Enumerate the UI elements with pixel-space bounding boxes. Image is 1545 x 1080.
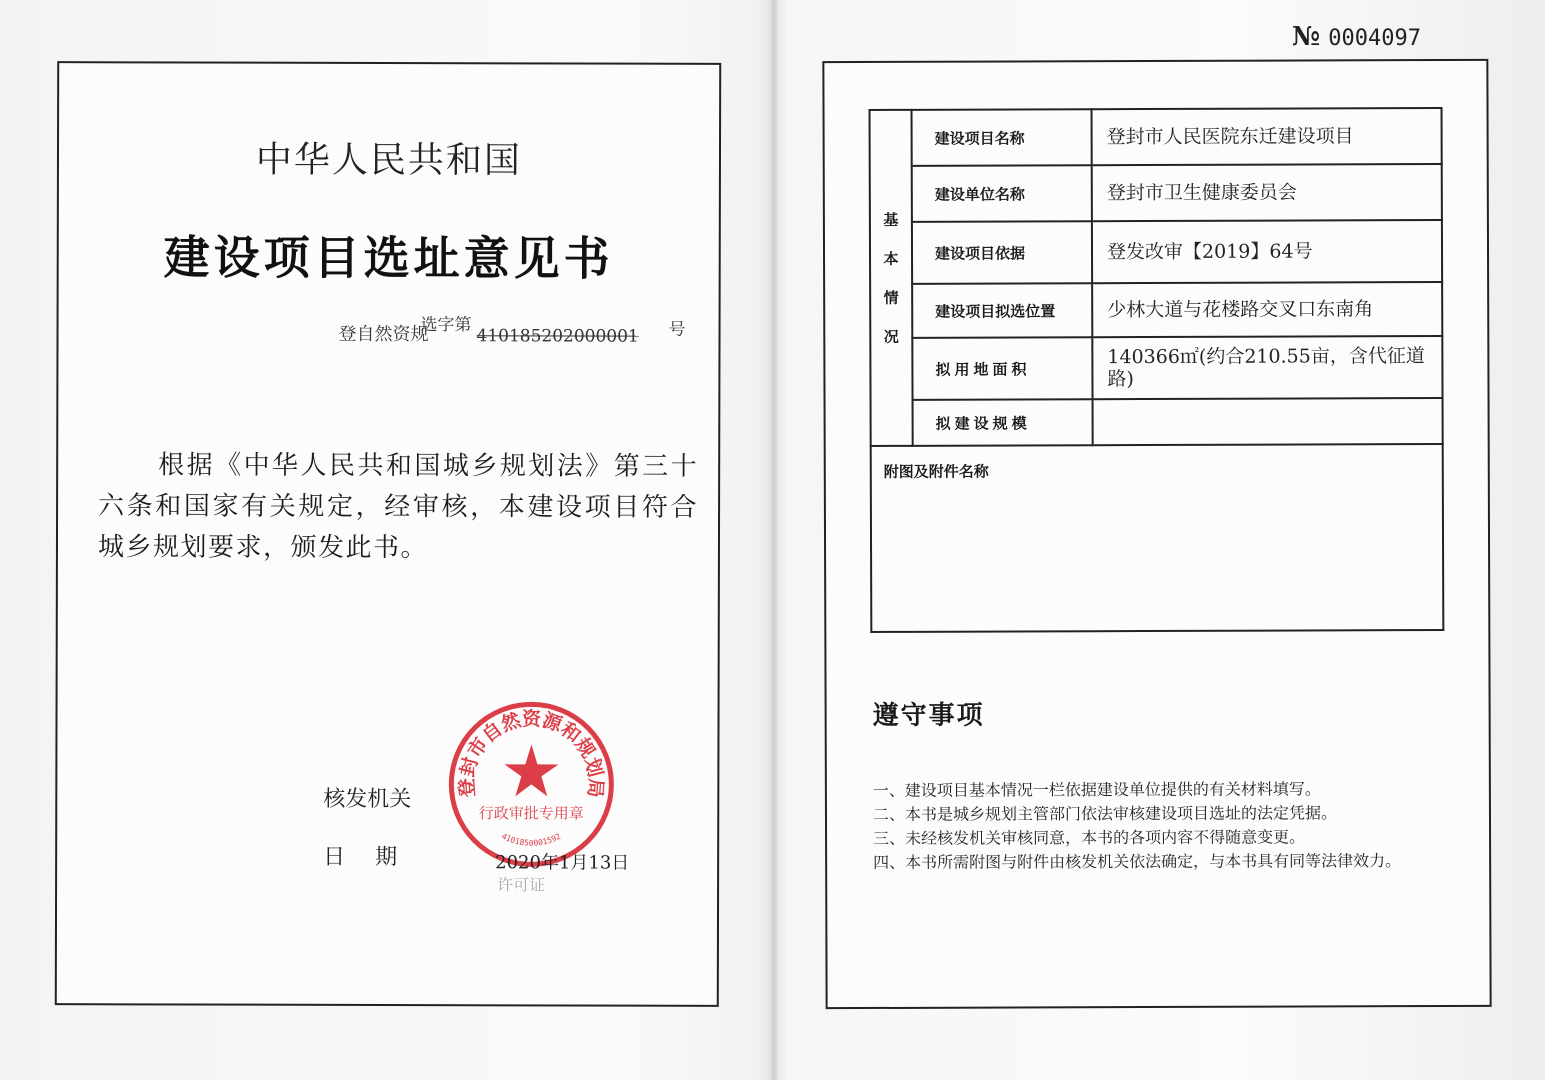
seal-org-text: 登封市自然资源和规划局 <box>455 708 607 799</box>
label-project-name: 建设项目名称 <box>912 109 1092 166</box>
label-project-basis: 建设项目依据 <box>912 221 1092 284</box>
faint-overprint: 许可证 <box>497 875 546 895</box>
issuer-label: 核发机关 <box>323 786 412 813</box>
section-heading-basic-info: 基 本 情 况 <box>870 110 913 446</box>
notice-item: 三、未经核发机关审核同意，本书的各项内容不得随意变更。 <box>873 827 1306 848</box>
label-unit-name: 建设单位名称 <box>912 165 1092 222</box>
attachments-label: 附图及附件名称 <box>883 462 989 481</box>
value-project-name: 登封市人民医院东迁建设项目 <box>1092 108 1442 165</box>
cert-word: 选字第 <box>420 315 472 336</box>
notice-item: 一、建设项目基本情况一栏依据建设单位提供的有关材料填写。 <box>872 779 1321 800</box>
value-construction-scale <box>1093 398 1443 445</box>
value-proposed-location: 少林大道与花楼路交叉口东南角 <box>1092 282 1442 337</box>
date-label: 日期 <box>323 844 428 871</box>
serial-value: 0004097 <box>1328 26 1421 51</box>
serial-symbol: № <box>1292 22 1321 52</box>
certificate-statement: 根据《中华人民共和国城乡规划法》第三十六条和国家有关规定，经审核，本建设项目符合城乡规划要求，颁发此书。 <box>97 450 699 564</box>
right-page <box>822 59 1491 1009</box>
cert-prefix: 登自然资规 <box>338 323 429 346</box>
seal-purpose-text: 行政审批专用章 <box>478 804 584 823</box>
cert-suffix: 号 <box>668 319 686 340</box>
country-title: 中华人民共和国 <box>255 139 523 182</box>
notice-title: 遵守事项 <box>872 700 985 731</box>
attachments-cell <box>871 444 1444 632</box>
label-proposed-location: 建设项目拟选位置 <box>912 283 1092 338</box>
basic-info-table <box>869 107 1445 633</box>
value-land-area: 140366㎡(约合210.55亩，含代征道路) <box>1092 336 1442 399</box>
notice-item: 二、本书是城乡规划主管部门依法审核建设项目选址的法定凭据。 <box>872 803 1338 824</box>
seal-star <box>504 744 558 796</box>
value-unit-name: 登封市卫生健康委员会 <box>1092 164 1442 221</box>
notice-item: 四、本书所需附图与附件由核发机关依法确定，与本书具有同等法律效力。 <box>873 851 1402 872</box>
value-project-basis: 登发改审【2019】64号 <box>1092 220 1442 283</box>
date-value: 2020年1月13日 <box>495 852 630 874</box>
label-land-area: 拟用地面积 <box>912 337 1092 400</box>
notice-list <box>873 777 1463 875</box>
official-seal-icon <box>445 698 617 870</box>
seal-code-text: 4101850001592 <box>500 831 563 848</box>
cert-number: 410185202000001 <box>476 326 639 347</box>
book-fold <box>770 0 778 1080</box>
left-page <box>55 61 721 1007</box>
certificate-title: 建设项目选址意见书 <box>163 230 614 286</box>
label-construction-scale: 拟建设规模 <box>913 399 1093 446</box>
serial-number <box>1292 22 1421 52</box>
